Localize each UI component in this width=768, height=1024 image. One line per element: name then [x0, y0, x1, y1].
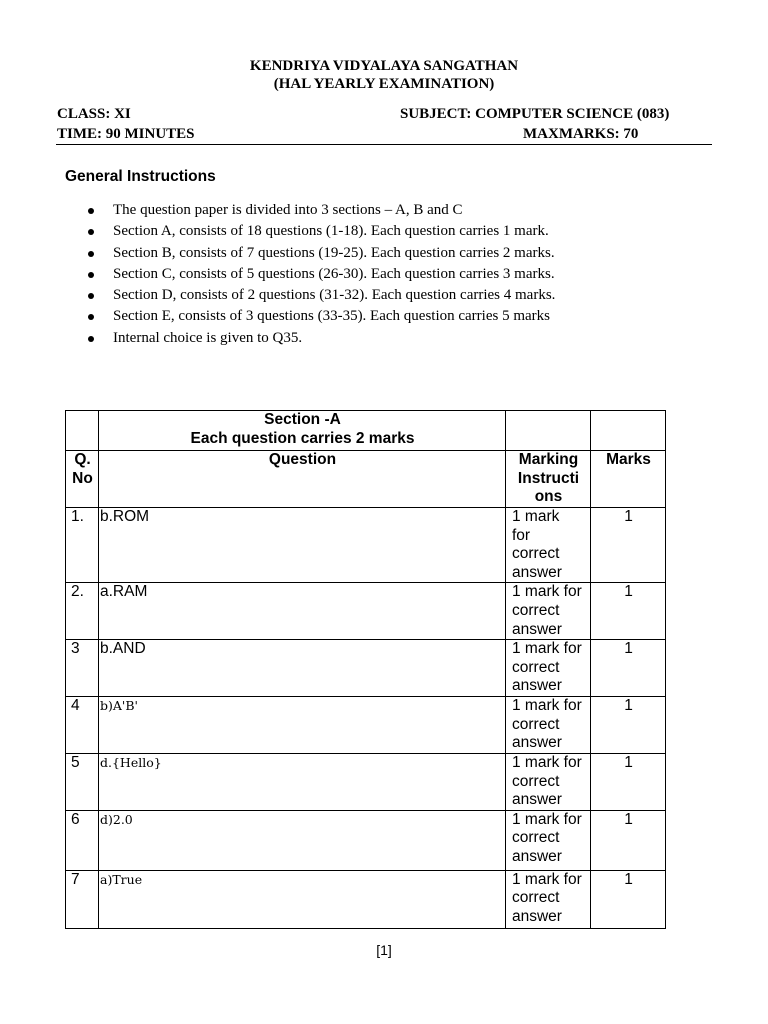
question-header: Question	[99, 451, 506, 508]
instructions-list	[88, 200, 555, 349]
answer-cell: a)True	[99, 870, 506, 928]
marks-cell: 1	[591, 870, 666, 928]
answer-cell: d.{Hello}	[99, 753, 506, 810]
answer-cell: b.AND	[99, 640, 506, 697]
general-instructions-title: General Instructions	[65, 168, 216, 185]
marks-cell: 1	[591, 583, 666, 640]
bullet-icon	[88, 336, 94, 342]
qno-cell: 2.	[66, 583, 99, 640]
instruction-item: Section E, consists of 3 questions (33-35). Each question carries 5 marks	[88, 306, 555, 327]
instruction-item: Section B, consists of 7 questions (19-25). Each question carries 2 marks.	[88, 243, 555, 264]
qno-cell: 1.	[66, 508, 99, 583]
marking-cell: 1 mark for correct answer	[506, 508, 591, 583]
marking-header: Marking Instructi ons	[506, 451, 591, 508]
section-subtitle: Each question carries 2 marks	[190, 429, 415, 447]
bullet-icon	[88, 229, 94, 235]
instruction-item: The question paper is divided into 3 sections – A, B and C	[88, 200, 555, 221]
section-title-cell	[99, 411, 506, 451]
bullet-icon	[88, 314, 94, 320]
instruction-item: Internal choice is given to Q35.	[88, 328, 555, 349]
qno-cell: 3	[66, 640, 99, 697]
answer-cell: d)2.0	[99, 810, 506, 870]
column-header-row	[66, 451, 666, 508]
table-row	[66, 508, 666, 583]
qno-cell: 5	[66, 753, 99, 810]
maxmarks-label: MAXMARKS: 70	[523, 126, 639, 142]
marks-cell: 1	[591, 640, 666, 697]
marks-header: Marks	[591, 451, 666, 508]
table-row	[66, 753, 666, 810]
instruction-item: Section C, consists of 5 questions (26-30). Each question carries 3 marks.	[88, 264, 555, 285]
qno-cell: 6	[66, 810, 99, 870]
answer-table	[65, 410, 666, 929]
class-label: CLASS: XI	[57, 106, 131, 122]
marks-cell: 1	[591, 810, 666, 870]
bullet-icon	[88, 293, 94, 299]
marks-cell: 1	[591, 697, 666, 754]
marks-cell: 1	[591, 508, 666, 583]
answer-cell: b)A'B'	[99, 697, 506, 754]
marking-cell: 1 mark for correct answer	[506, 583, 591, 640]
subject-label: SUBJECT: COMPUTER SCIENCE (083)	[400, 106, 670, 122]
marking-cell: 1 mark for correct answer	[506, 870, 591, 928]
marking-cell: 1 mark for correct answer	[506, 697, 591, 754]
bullet-icon	[88, 251, 94, 257]
page-number: [1]	[376, 942, 392, 958]
header-divider	[56, 144, 712, 145]
exam-title: (HAL YEARLY EXAMINATION)	[273, 76, 495, 92]
qno-cell: 7	[66, 870, 99, 928]
section-header-row	[66, 411, 666, 451]
org-title: KENDRIYA VIDYALAYA SANGATHAN	[249, 58, 519, 74]
bullet-icon	[88, 272, 94, 278]
answer-cell: b.ROM	[99, 508, 506, 583]
section-title: Section -A	[264, 411, 341, 428]
instruction-item: Section A, consists of 18 questions (1-18). Each question carries 1 mark.	[88, 221, 555, 242]
table-row	[66, 583, 666, 640]
time-label: TIME: 90 MINUTES	[57, 126, 195, 142]
marking-cell: 1 mark for correct answer	[506, 640, 591, 697]
marking-cell: 1 mark for correct answer	[506, 753, 591, 810]
instruction-item: Section D, consists of 2 questions (31-32). Each question carries 4 marks.	[88, 285, 555, 306]
table-row	[66, 870, 666, 928]
bullet-icon	[88, 208, 94, 214]
table-row	[66, 640, 666, 697]
qno-cell: 4	[66, 697, 99, 754]
answer-cell: a.RAM	[99, 583, 506, 640]
qno-header: Q. No	[66, 451, 99, 508]
table-row	[66, 697, 666, 754]
table-row	[66, 810, 666, 870]
marks-cell: 1	[591, 753, 666, 810]
marking-cell: 1 mark for correct answer	[506, 810, 591, 870]
